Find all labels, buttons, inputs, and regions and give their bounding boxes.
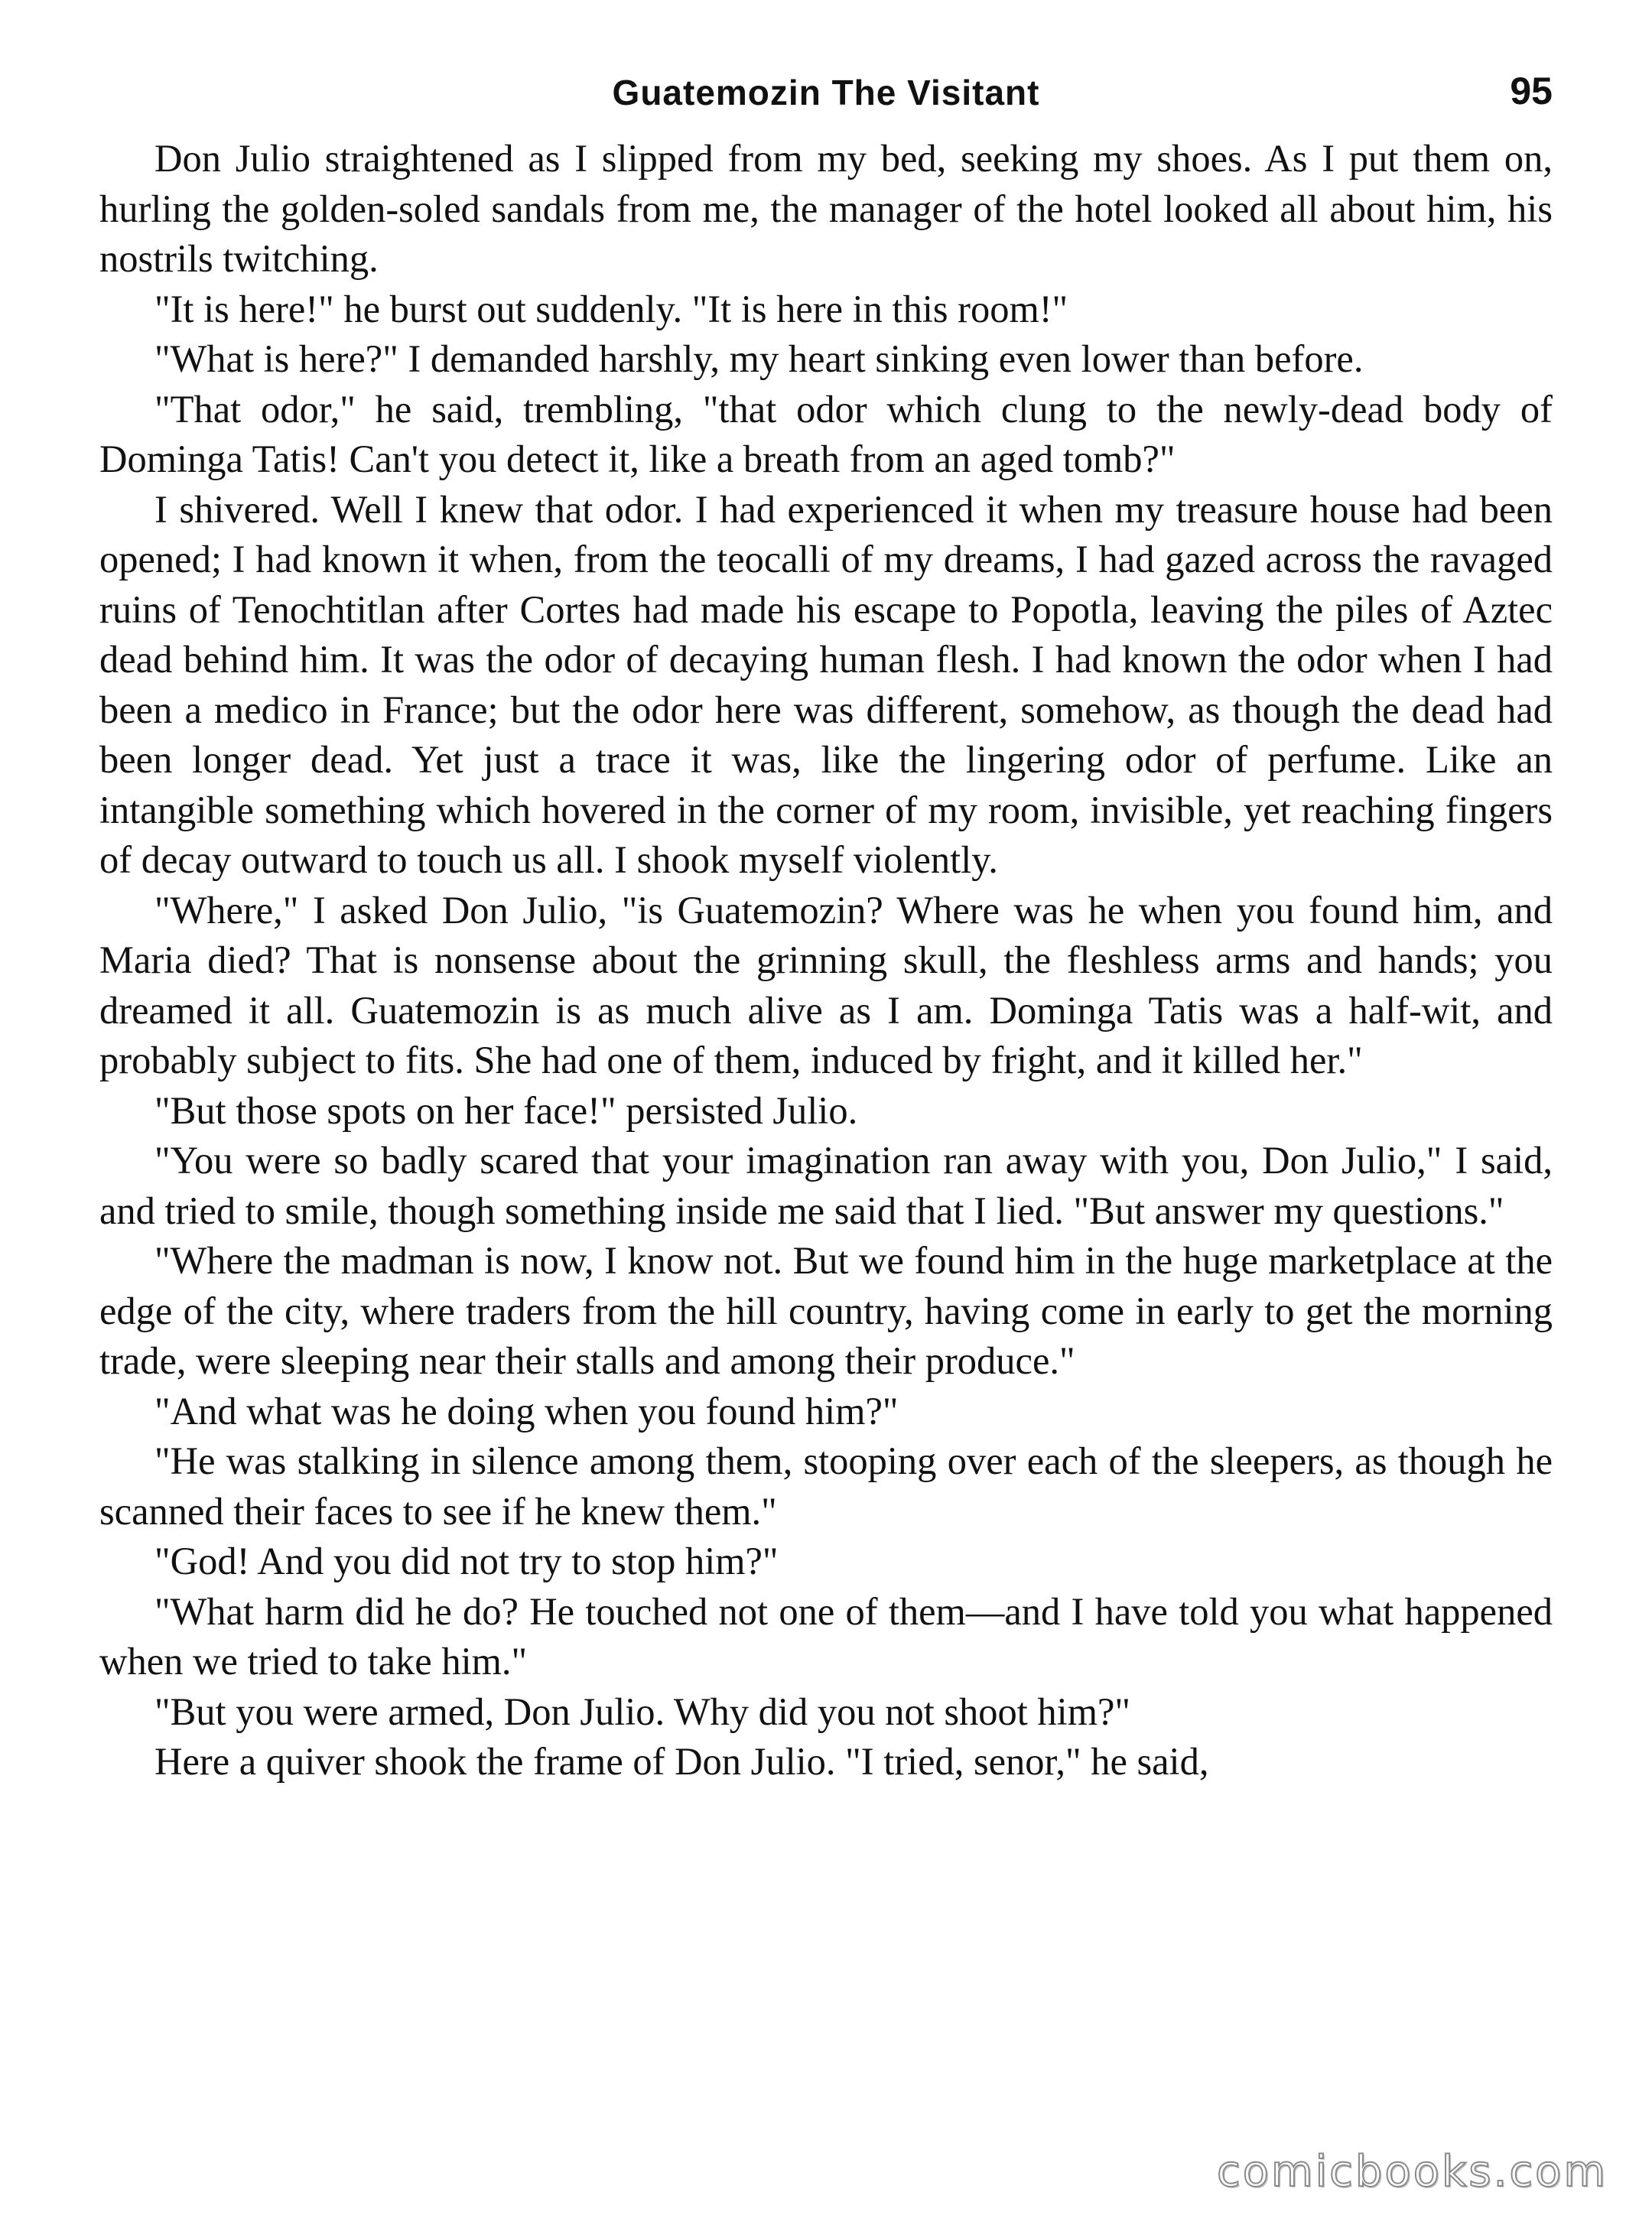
paragraph: "And what was he doing when you found him?" bbox=[154, 1389, 899, 1433]
paragraph: "You were so badly scared that your imagination ran away with you, Don Julio," I said, and tried to smile, though something inside me said that I lied. "But answer my questions." bbox=[99, 1139, 1553, 1232]
page-header bbox=[99, 61, 1553, 134]
body-text bbox=[99, 134, 1553, 1787]
paragraph: Don Julio straightened as I slipped from my bed, seeking my shoes. As I put them on, hurling the golden-soled sandals from me, the manager of the hotel looked all about him, his nostrils twitching. bbox=[99, 137, 1553, 280]
paragraph: "He was stalking in silence among them, stooping over each of the sleepers, as though he scanned their faces to see if he knew them." bbox=[99, 1439, 1553, 1533]
paragraph: "That odor," he said, trembling, "that odor which clung to the newly-dead body of Dominga Tatis! Can't you detect it, like a breath from an aged tomb?" bbox=[99, 387, 1553, 480]
paragraph: "But you were armed, Don Julio. Why did you not shoot him?" bbox=[154, 1690, 1131, 1733]
paragraph: "Where," I asked Don Julio, "is Guatemozin? Where was he when you found him, and Maria died? That is nonsense about the grinning skull, the fleshless arms and hands; you dreamed it all. Guatemozin is as much alive as I am. Dominga Tatis was a half-wit, and probably subject to fits. She had one of them, induced by fright, and it killed her." bbox=[99, 888, 1553, 1081]
page-number: 95 bbox=[1510, 70, 1553, 112]
paragraph: "What harm did he do? He touched not one of them—and I have told you what happened when we tried to take him." bbox=[99, 1589, 1553, 1683]
paragraph: "It is here!" he burst out suddenly. "It is here in this room!" bbox=[154, 287, 1068, 330]
paragraph: "What is here?" I demanded harshly, my heart sinking even lower than before. bbox=[154, 337, 1364, 380]
paragraph: "Where the madman is now, I know not. But we found him in the huge marketplace at the edge of the city, where traders from the hill country, having come in early to get the morning trade, were sleeping near their stalls and among their produce." bbox=[99, 1239, 1553, 1382]
paragraph: "But those spots on her face!" persisted Julio. bbox=[154, 1088, 858, 1132]
watermark: comicbooks.com bbox=[1216, 2147, 1608, 2197]
running-title: Guatemozin The Visitant bbox=[612, 73, 1040, 112]
paragraph: I shivered. Well I knew that odor. I had experienced it when my treasure house had been opened; I had known it when, from the teocalli of my dreams, I had gazed across the ravaged ruins of Tenochtitlan after Cortes had made his escape to Popotla, leaving the piles of Aztec dead behind him. It was the odor of decaying human flesh. I had known the odor when I had been a medico in France; but the odor here was different, somehow, as though the dead had been longer dead. Yet just a trace it was, like the lingering odor of perfume. Like an intangible something which hovered in the corner of my room, invisible, yet reaching fingers of decay outward to touch us all. I shook myself violently. bbox=[99, 487, 1553, 881]
book-page bbox=[99, 61, 1553, 2187]
paragraph: Here a quiver shook the frame of Don Julio. "I tried, senor," he said, bbox=[154, 1740, 1209, 1783]
paragraph: "God! And you did not try to stop him?" bbox=[154, 1540, 779, 1582]
